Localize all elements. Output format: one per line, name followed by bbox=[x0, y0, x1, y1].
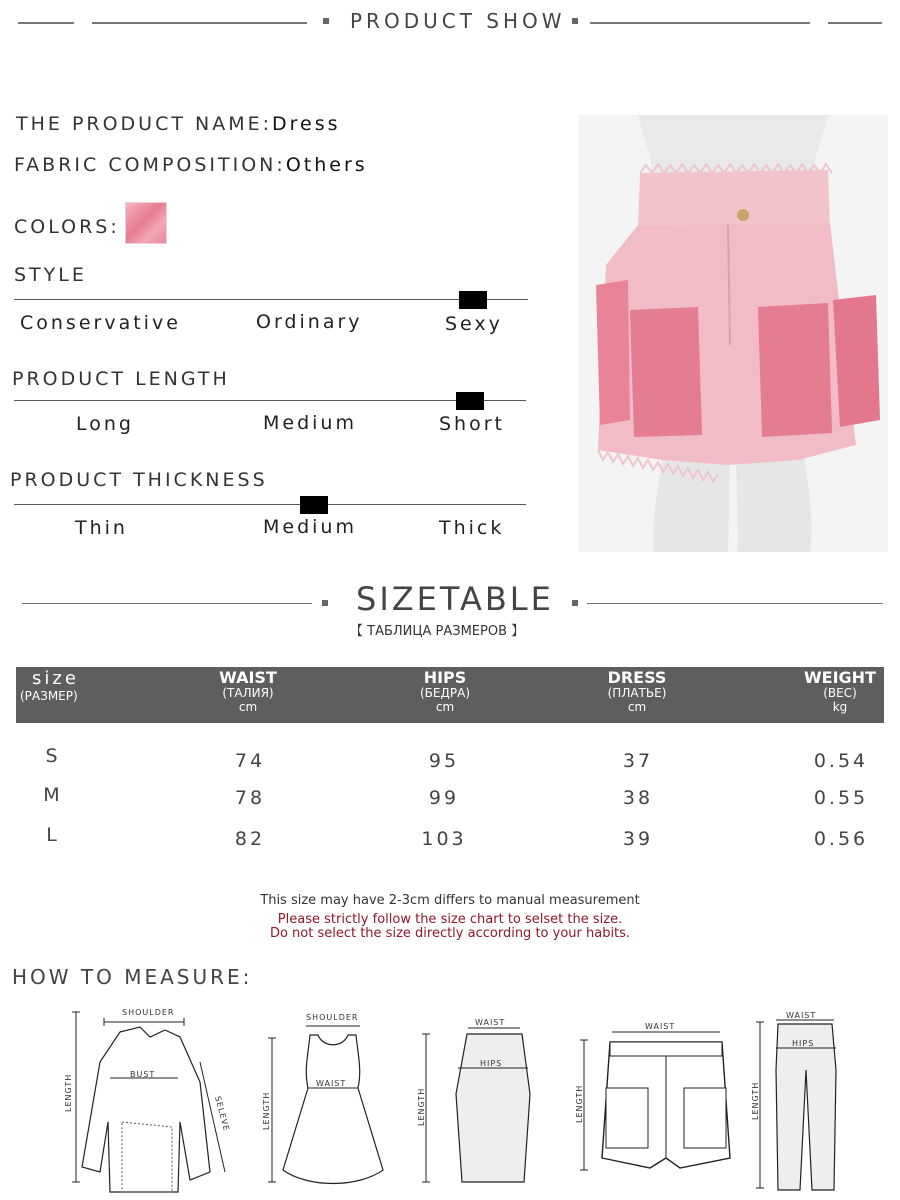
col-header-weight-sub: (ВЕС) bbox=[823, 686, 857, 701]
col-header-weight-unit: kg bbox=[832, 700, 848, 715]
header-rule-left bbox=[18, 22, 74, 24]
style-scale-line bbox=[14, 299, 528, 300]
header-rule-right bbox=[590, 22, 810, 24]
col-header-hips bbox=[395, 669, 495, 715]
header-square-left bbox=[323, 18, 329, 24]
fabric-value: Others bbox=[285, 154, 368, 176]
row-s-size: S bbox=[45, 745, 61, 767]
page-title: PRODUCT SHOW bbox=[350, 9, 566, 33]
skirt-image bbox=[578, 115, 888, 552]
sizetable-rule-right bbox=[587, 603, 883, 604]
col-header-waist-label: WAIST bbox=[219, 668, 277, 687]
col-header-dress-label: DRESS bbox=[607, 668, 667, 687]
bust-label: BUST bbox=[130, 1070, 156, 1079]
col-header-weight-label: WEIGHT bbox=[804, 668, 876, 687]
row-m-size: M bbox=[43, 784, 63, 806]
dress-shoulder-label: SHOULDER bbox=[306, 1013, 359, 1022]
col-header-hips-sub: (БЕДРА) bbox=[420, 686, 470, 701]
header-rule-right-2 bbox=[828, 22, 882, 24]
col-header-dress bbox=[587, 669, 687, 715]
fabric-label: FABRIC COMPOSITION: bbox=[14, 154, 286, 176]
col-header-hips-unit: cm bbox=[435, 700, 455, 715]
dress-diagram bbox=[258, 1010, 398, 1195]
shorts-length-label: LENGTH bbox=[575, 1084, 584, 1123]
col-header-weight bbox=[790, 669, 890, 715]
style-title: STYLE bbox=[14, 264, 87, 286]
note-measurement: This size may have 2-3cm differs to manual measurement bbox=[260, 893, 640, 908]
trousers-diagram bbox=[748, 1010, 848, 1195]
col-header-dress-sub: (ПЛАТЬЕ) bbox=[607, 686, 667, 701]
skirt-waist-label: WAIST bbox=[475, 1018, 506, 1027]
header-square-right bbox=[572, 18, 578, 24]
thickness-option-medium: Medium bbox=[263, 516, 357, 538]
length-label: LENGTH bbox=[64, 1073, 73, 1112]
sleeve-label: SELEVE bbox=[213, 1095, 232, 1133]
fabric-row bbox=[14, 154, 368, 176]
style-option-ordinary: Ordinary bbox=[256, 311, 363, 333]
jacket-diagram bbox=[60, 1002, 235, 1197]
dress-length-label: LENGTH bbox=[262, 1091, 271, 1130]
row-m-dress: 38 bbox=[622, 787, 654, 809]
header-rule-left-2 bbox=[92, 22, 307, 24]
dress-waist-label: WAIST bbox=[316, 1079, 347, 1088]
col-header-size-label: size bbox=[32, 668, 79, 689]
color-swatch[interactable] bbox=[125, 202, 167, 244]
sizetable-square-left bbox=[322, 600, 328, 606]
col-header-dress-unit: cm bbox=[627, 700, 647, 715]
col-header-waist-sub: (ТАЛИЯ) bbox=[222, 686, 274, 701]
trousers-length-label: LENGTH bbox=[751, 1081, 760, 1120]
shoulder-label: SHOULDER bbox=[122, 1008, 175, 1017]
row-l-weight: 0.56 bbox=[813, 828, 869, 850]
row-l-hips: 103 bbox=[421, 828, 467, 850]
shorts-diagram bbox=[570, 1018, 745, 1178]
product-name-row bbox=[16, 113, 341, 135]
length-marker bbox=[456, 392, 484, 410]
col-header-waist-unit: cm bbox=[238, 700, 258, 715]
sizetable-rule-left bbox=[22, 603, 312, 604]
trousers-hips-label: HIPS bbox=[792, 1039, 815, 1048]
trousers-waist-label: WAIST bbox=[786, 1011, 817, 1020]
skirt-length-label: LENGTH bbox=[417, 1087, 426, 1126]
col-header-hips-label: HIPS bbox=[423, 668, 467, 687]
sizetable-title: SIZETABLE bbox=[356, 580, 554, 618]
style-marker bbox=[459, 291, 487, 309]
length-scale-line bbox=[14, 400, 526, 401]
note-warning-1: Please strictly follow the size chart to selset the size. bbox=[277, 912, 623, 927]
length-option-long: Long bbox=[76, 413, 134, 435]
row-s-dress: 37 bbox=[622, 750, 654, 772]
thickness-option-thin: Thin bbox=[75, 517, 128, 539]
row-l-size: L bbox=[46, 824, 60, 846]
col-header-waist bbox=[198, 669, 298, 715]
thickness-marker bbox=[300, 496, 328, 514]
row-l-waist: 82 bbox=[234, 828, 266, 850]
note-warning-2: Do not select the size directly according to your habits. bbox=[269, 926, 631, 941]
row-m-weight: 0.55 bbox=[813, 787, 869, 809]
length-title: PRODUCT LENGTH bbox=[12, 368, 230, 390]
col-header-size-sub: (РАЗМЕР) bbox=[20, 688, 78, 703]
pencil-skirt-diagram bbox=[412, 1014, 542, 1189]
product-name-value: Dress bbox=[272, 113, 341, 135]
thickness-option-thick: Thick bbox=[439, 517, 505, 539]
shorts-waist-label: WAIST bbox=[645, 1022, 676, 1031]
skirt-hips-label: HIPS bbox=[480, 1059, 503, 1068]
col-header-size bbox=[20, 669, 90, 703]
length-option-short: Short bbox=[439, 413, 505, 435]
row-m-waist: 78 bbox=[234, 787, 266, 809]
row-l-dress: 39 bbox=[622, 828, 654, 850]
sizetable-subtitle: 【 ТАБЛИЦА РАЗМЕРОВ 】 bbox=[350, 624, 525, 639]
thickness-scale-line bbox=[14, 504, 526, 505]
row-s-waist: 74 bbox=[234, 750, 266, 772]
product-photo bbox=[578, 115, 888, 552]
how-to-measure-title: HOW TO MEASURE: bbox=[12, 965, 253, 989]
row-m-hips: 99 bbox=[428, 787, 460, 809]
thickness-title: PRODUCT THICKNESS bbox=[10, 469, 268, 491]
row-s-hips: 95 bbox=[428, 750, 460, 772]
length-option-medium: Medium bbox=[263, 412, 357, 434]
row-s-weight: 0.54 bbox=[813, 750, 869, 772]
colors-label: COLORS: bbox=[14, 216, 120, 238]
sizetable-square-right bbox=[572, 600, 578, 606]
product-name-label: THE PRODUCT NAME: bbox=[16, 113, 273, 135]
style-option-sexy: Sexy bbox=[445, 313, 503, 335]
style-option-conservative: Conservative bbox=[20, 312, 181, 334]
